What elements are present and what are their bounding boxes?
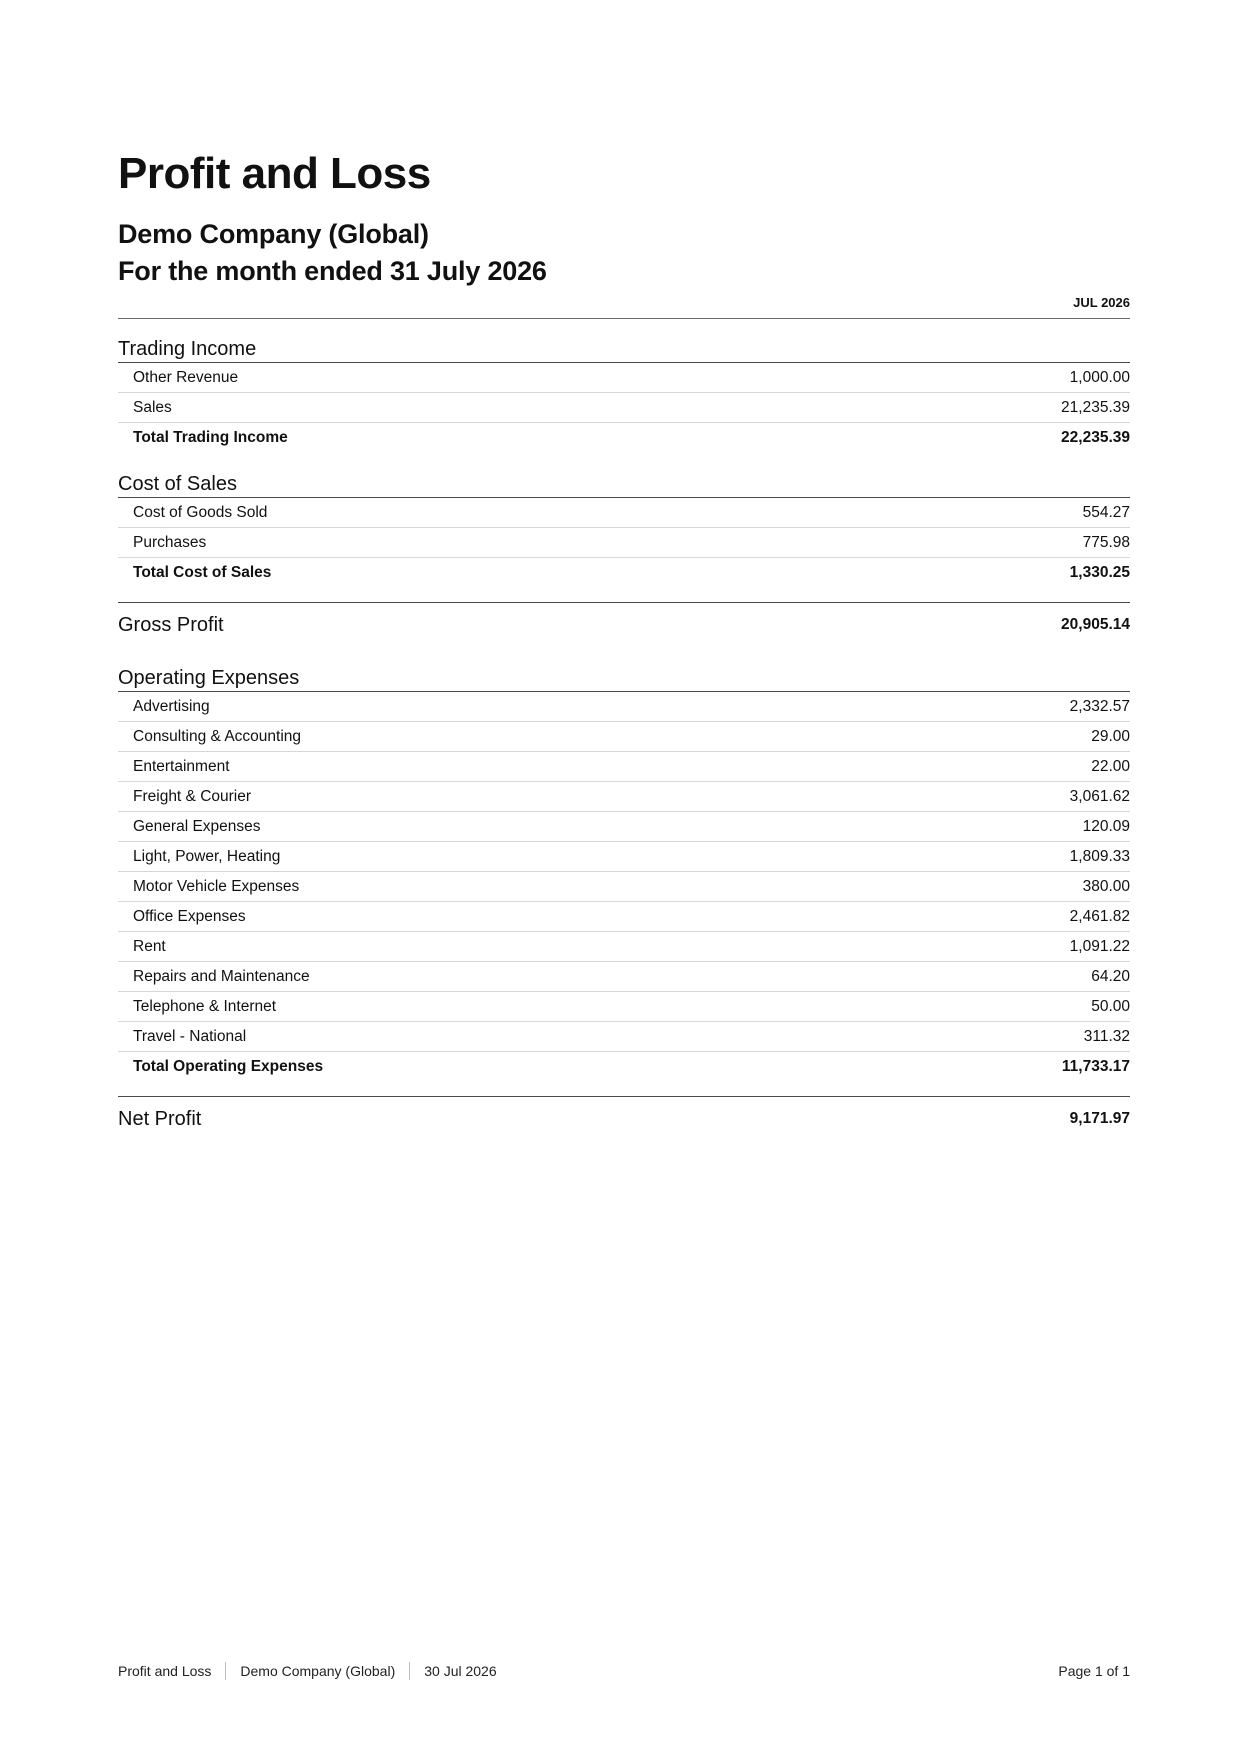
report-body	[118, 318, 1130, 1141]
total-label: Total Cost of Sales	[133, 564, 272, 581]
section-cost-of-sales	[118, 453, 1130, 588]
gross-profit-value: 20,905.14	[1061, 616, 1130, 633]
row-label: Purchases	[133, 533, 207, 551]
total-row	[118, 1052, 1130, 1082]
row-value: 21,235.39	[1061, 398, 1130, 416]
net-profit-row	[118, 1096, 1130, 1141]
table-row	[118, 992, 1130, 1022]
expense-rows	[118, 692, 1130, 1052]
row-value: 1,000.00	[1069, 368, 1130, 386]
table-row	[118, 782, 1130, 812]
footer-date: 30 Jul 2026	[424, 1663, 497, 1679]
total-value: 11,733.17	[1061, 1058, 1130, 1075]
row-value: 1,091.22	[1069, 937, 1130, 955]
row-label: Other Revenue	[133, 368, 239, 386]
row-label: Advertising	[133, 697, 210, 715]
table-row	[118, 393, 1130, 423]
row-label: Sales	[133, 398, 172, 416]
footer-page-number: Page 1 of 1	[1058, 1663, 1130, 1679]
report-page	[118, 0, 1130, 1754]
row-value: 554.27	[1082, 503, 1130, 521]
table-row	[118, 722, 1130, 752]
section-title-row	[118, 647, 1130, 692]
table-row	[118, 902, 1130, 932]
total-row	[118, 423, 1130, 453]
total-label: Total Trading Income	[133, 429, 288, 446]
table-row	[118, 812, 1130, 842]
row-value: 50.00	[1091, 997, 1130, 1015]
section-title: Trading Income	[118, 338, 257, 360]
net-profit-value: 9,171.97	[1069, 1110, 1130, 1127]
row-label: Travel - National	[133, 1027, 247, 1045]
row-label: Office Expenses	[133, 907, 246, 925]
table-row	[118, 842, 1130, 872]
section-title: Cost of Sales	[118, 473, 237, 495]
row-value: 64.20	[1091, 967, 1130, 985]
row-value: 2,461.82	[1069, 907, 1130, 925]
table-row	[118, 932, 1130, 962]
row-label: Consulting & Accounting	[133, 727, 302, 745]
row-value: 29.00	[1091, 727, 1130, 745]
total-value: 22,235.39	[1061, 429, 1130, 446]
footer-report-name: Profit and Loss	[118, 1663, 212, 1679]
section-title-row	[118, 318, 1130, 363]
table-row	[118, 962, 1130, 992]
table-row	[118, 528, 1130, 558]
row-label: Repairs and Maintenance	[133, 967, 310, 985]
section-title-row	[118, 453, 1130, 498]
page-footer	[118, 1662, 1130, 1680]
column-header: JUL 2026	[1073, 295, 1130, 310]
table-row	[118, 498, 1130, 528]
total-label: Total Operating Expenses	[133, 1058, 324, 1075]
row-label: Entertainment	[133, 757, 230, 775]
table-row	[118, 752, 1130, 782]
row-label: Freight & Courier	[133, 787, 252, 805]
row-label: Rent	[133, 937, 166, 955]
total-value: 1,330.25	[1069, 564, 1130, 581]
row-value: 775.98	[1082, 533, 1130, 551]
row-label: General Expenses	[133, 817, 261, 835]
section-title: Operating Expenses	[118, 667, 300, 689]
report-title: Profit and Loss	[118, 149, 431, 198]
total-row	[118, 558, 1130, 588]
section-operating-expenses	[118, 647, 1130, 1082]
row-value: 120.09	[1082, 817, 1130, 835]
row-value: 1,809.33	[1069, 847, 1130, 865]
table-row	[118, 1022, 1130, 1052]
table-row	[118, 872, 1130, 902]
gross-profit-row	[118, 602, 1130, 647]
row-value: 2,332.57	[1069, 697, 1130, 715]
row-value: 311.32	[1083, 1027, 1130, 1045]
footer-left	[118, 1662, 511, 1680]
report-period: For the month ended 31 July 2026	[118, 256, 547, 286]
row-label: Cost of Goods Sold	[133, 503, 268, 521]
row-label: Light, Power, Heating	[133, 847, 281, 865]
row-value: 22.00	[1091, 757, 1130, 775]
section-trading-income	[118, 318, 1130, 453]
net-profit-label: Net Profit	[118, 1107, 202, 1130]
table-row	[118, 692, 1130, 722]
footer-company: Demo Company (Global)	[240, 1663, 396, 1679]
row-label: Motor Vehicle Expenses	[133, 877, 300, 895]
row-value: 380.00	[1082, 877, 1130, 895]
row-label: Telephone & Internet	[133, 997, 277, 1015]
table-row	[118, 363, 1130, 393]
gross-profit-label: Gross Profit	[118, 613, 224, 636]
row-value: 3,061.62	[1069, 787, 1130, 805]
company-name: Demo Company (Global)	[118, 219, 429, 249]
